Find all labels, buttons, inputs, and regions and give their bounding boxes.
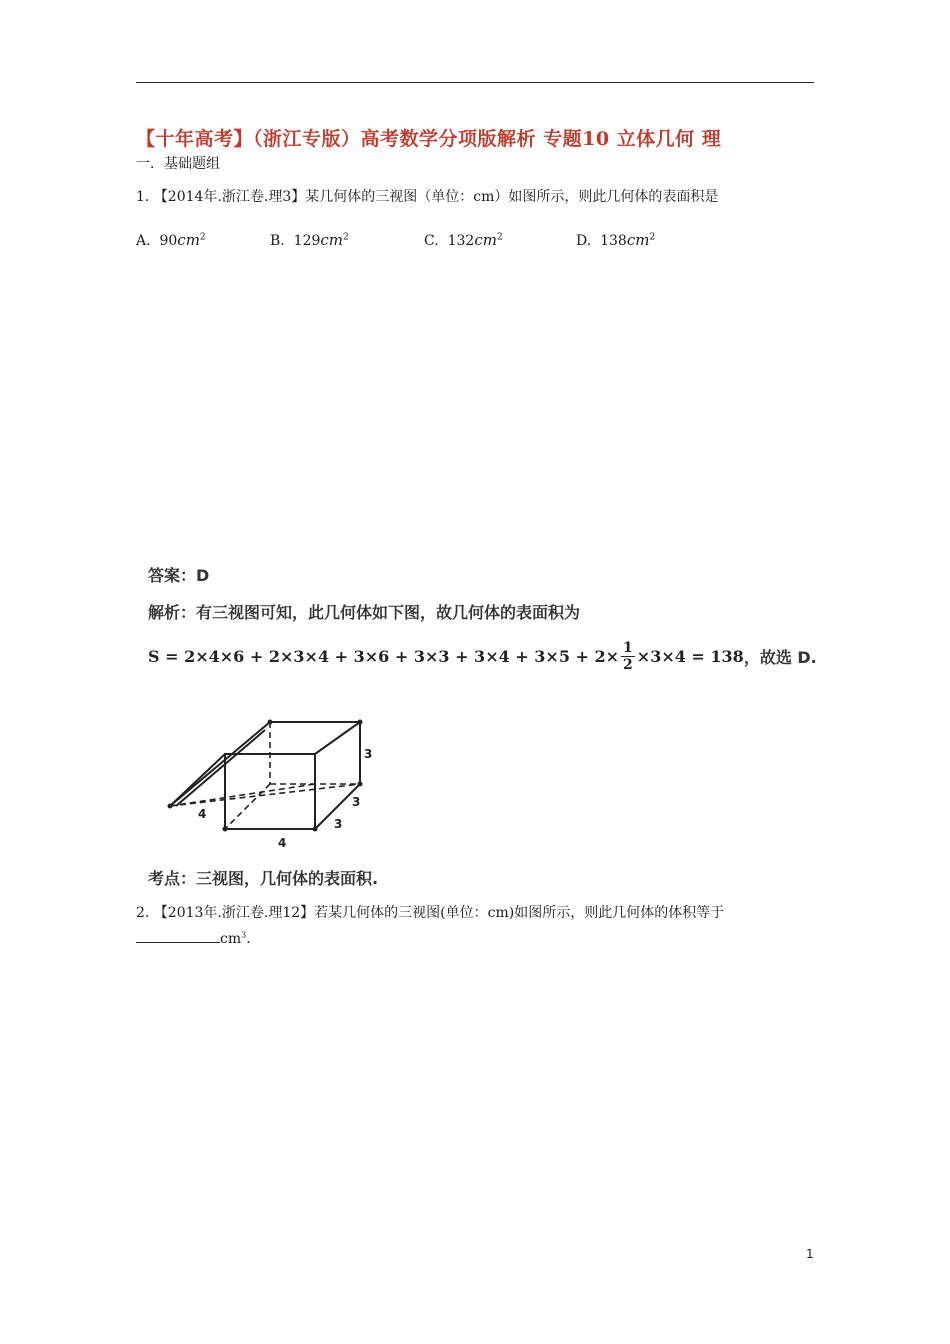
question-1-text: 1. 【2014年.浙江卷.理3】某几何体的三视图（单位：cm）如图所示，则此几何体的表面积是 xyxy=(136,189,719,205)
vertex xyxy=(358,782,363,787)
header-rule xyxy=(136,82,814,83)
vertex xyxy=(268,720,273,725)
formula-tail: ，故选 D. xyxy=(743,648,817,667)
vertex xyxy=(313,827,318,832)
label-front-width: 4 xyxy=(278,836,287,850)
label-depth-right: 3 xyxy=(352,795,361,809)
fraction xyxy=(621,640,635,673)
label-height: 3 xyxy=(364,747,373,761)
page-number: 1 xyxy=(806,1247,814,1261)
label-slant-base: 4 xyxy=(198,807,207,821)
kaodian-line: 考点：三视图，几何体的表面积. xyxy=(148,869,379,888)
formula-right: ×3×4 = 138 xyxy=(636,647,744,666)
analysis-line: 解析：有三视图可知，此几何体如下图，故几何体的表面积为 xyxy=(148,603,581,622)
label-depth-front: 3 xyxy=(334,817,343,831)
section-heading: 一．基础题组 xyxy=(136,156,220,172)
hidden-edge xyxy=(225,784,270,829)
answer-line: 答案：D xyxy=(148,566,210,585)
geometry-figure xyxy=(160,714,390,854)
surface-area-formula xyxy=(148,640,817,673)
fraction-numerator: 1 xyxy=(623,640,633,656)
vertex xyxy=(223,827,228,832)
question-2-answer-line: $cm^3$. xyxy=(136,930,251,947)
formula-left: S = 2×4×6 + 2×3×4 + 3×6 + 3×3 + 3×4 + 3×5 + 2× xyxy=(148,647,620,666)
option-d: D. $138cm^2$ xyxy=(576,231,656,249)
question-2-text: 2. 【2013年.浙江卷.理12】若某几何体的三视图(单位：cm)如图所示，则此几何体的体积等于 xyxy=(136,905,725,921)
edge xyxy=(170,754,225,806)
answer-blank[interactable] xyxy=(136,930,220,943)
option-c: C. $132cm^2$ xyxy=(424,231,503,249)
document-title: 【十年高考】（浙江专版）高考数学分项版解析 专题10 立体几何 理 xyxy=(136,128,722,150)
edge xyxy=(176,730,265,806)
option-b: B. $129cm^2$ xyxy=(270,231,349,249)
fraction-denominator: 2 xyxy=(623,657,633,673)
vertex xyxy=(358,720,363,725)
vertex xyxy=(168,804,173,809)
edge xyxy=(315,722,360,754)
option-a: A. $90cm^2$ xyxy=(136,231,206,249)
